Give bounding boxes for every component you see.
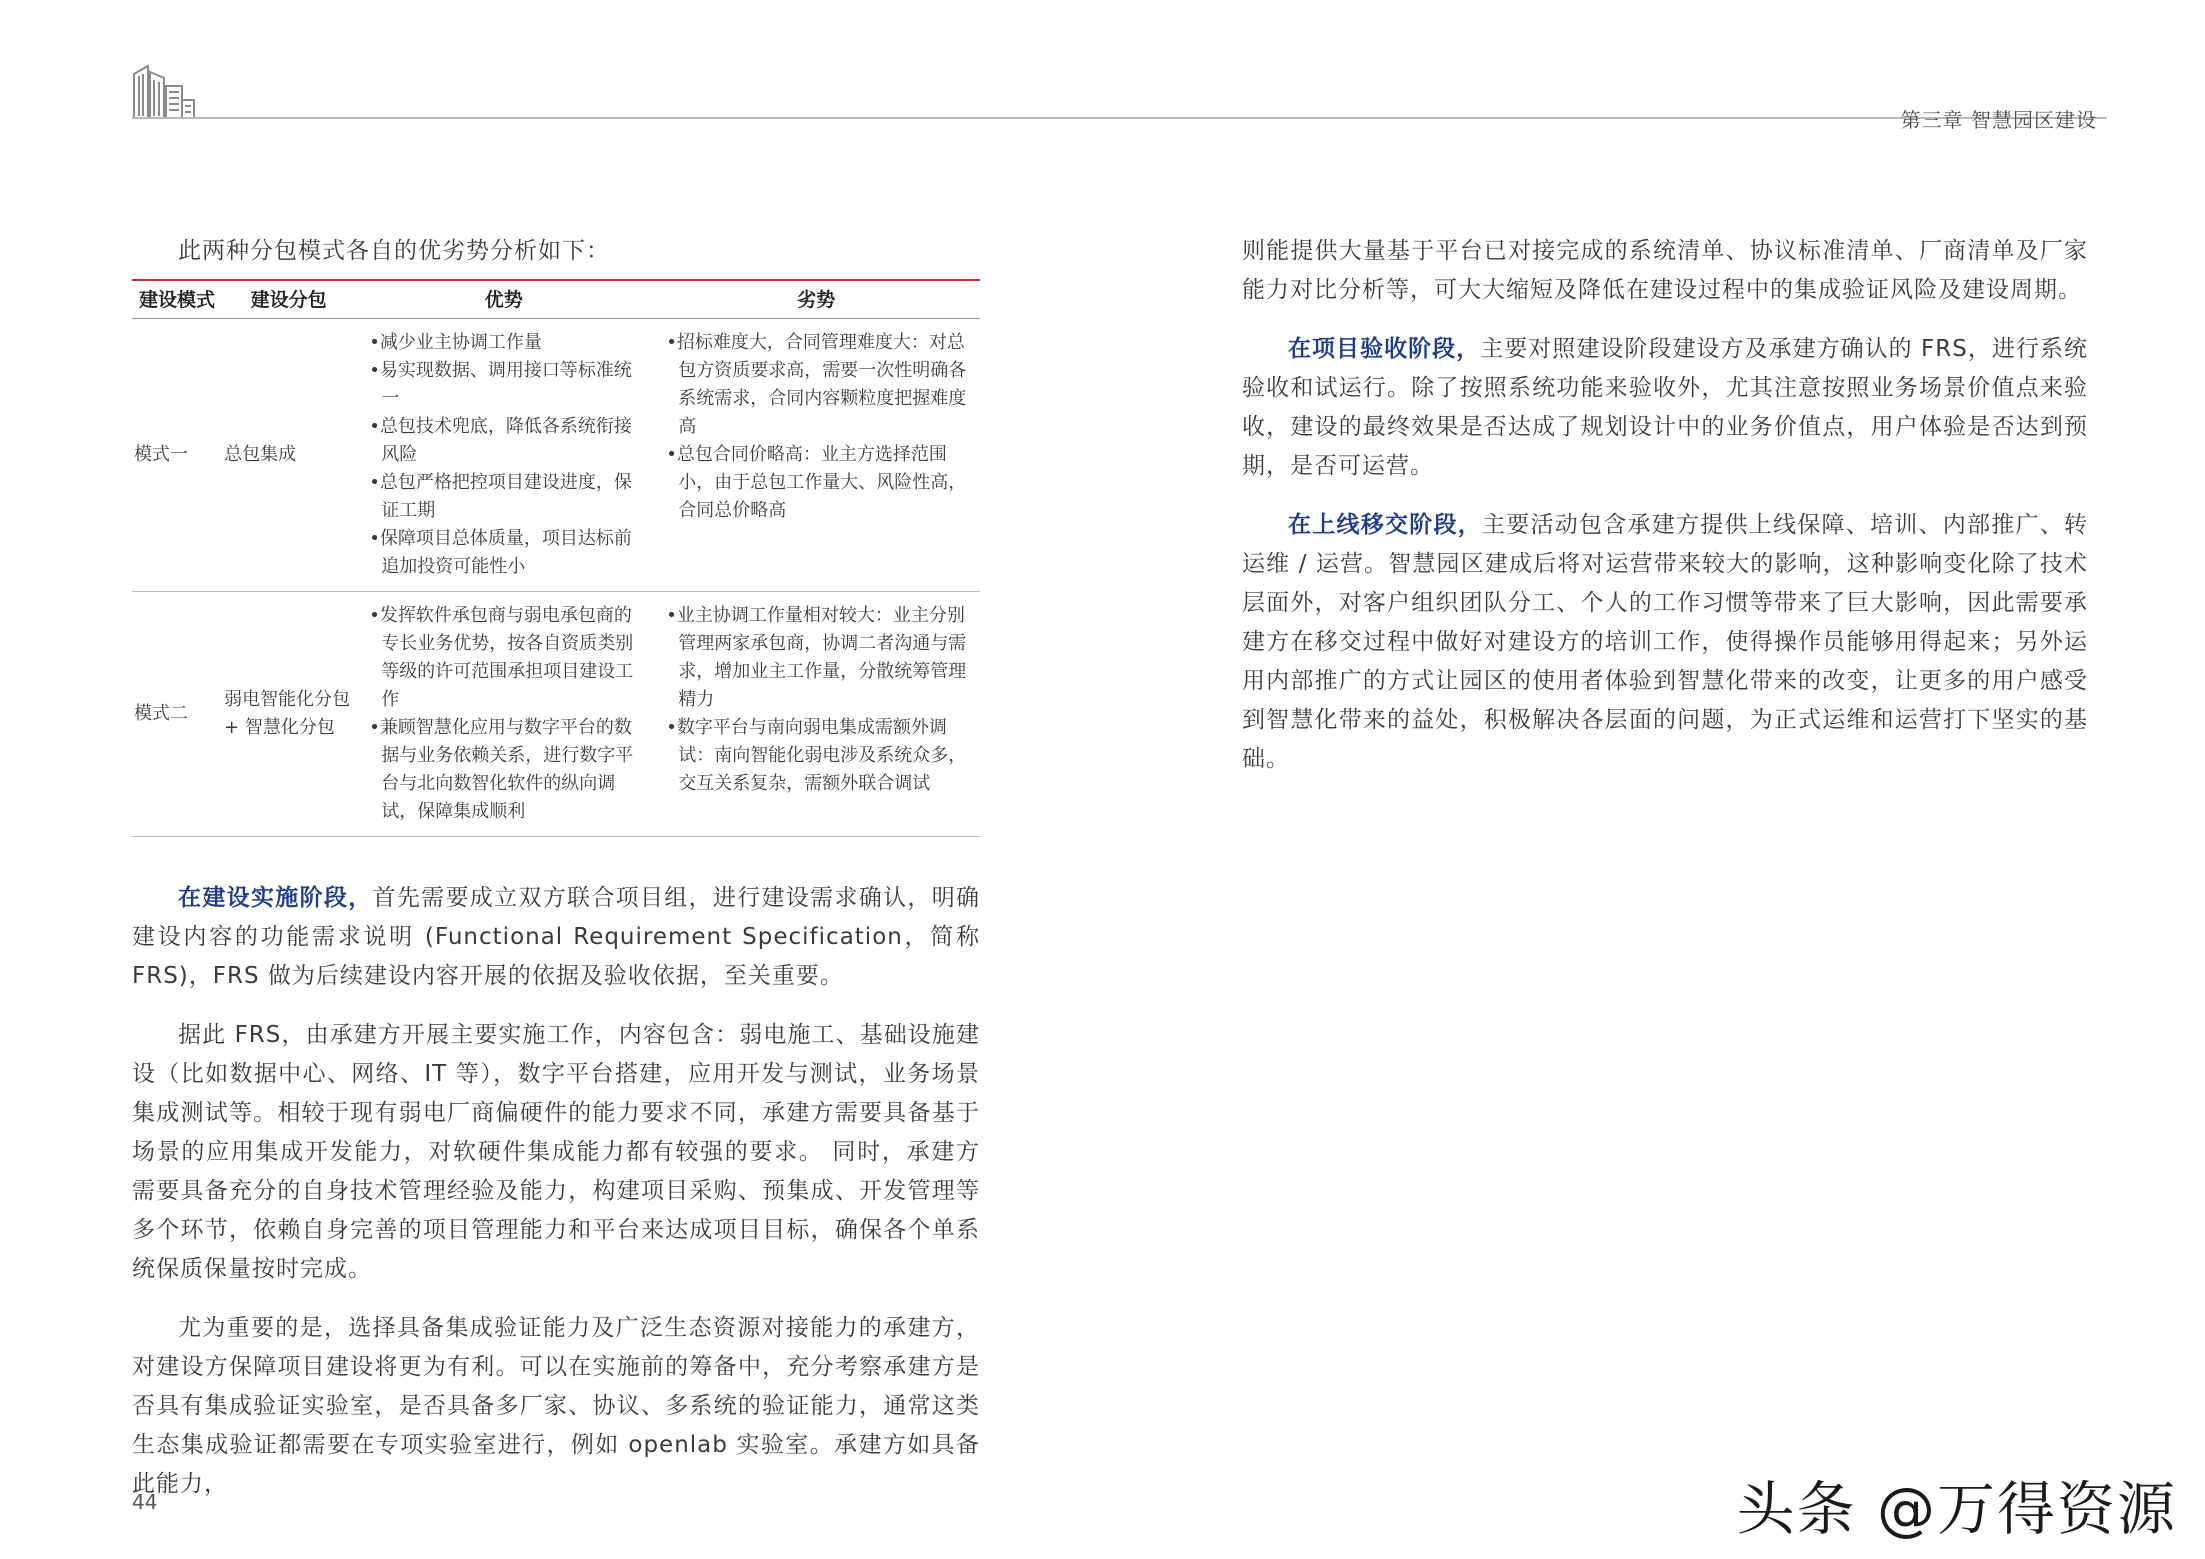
- row-pros: [355, 592, 652, 837]
- paragraph-text: 首先需要成立双方联合项目组，进行建设需求确认，明确建设内容的功能需求说明 (Functional Requirement Specification，简称 FRS)，FRS 做为后续建设内容开展的依据及验收依据，至关重要。: [132, 885, 980, 989]
- pros-item: •保障项目总体质量，项目达标前追加投资可能性小: [369, 528, 632, 577]
- pros-item: •减少业主协调工作量: [369, 332, 542, 353]
- cons-item: •业主协调工作量相对较大：业主分别管理两家承包商，协调二者沟通与需求，增加业主工作量，分散统筹管理精力: [666, 605, 967, 710]
- left-column: [132, 232, 980, 1524]
- header-cons: 劣势: [652, 279, 980, 319]
- paragraph-integration: 尤为重要的是，选择具备集成验证能力及广泛生态资源对接能力的承建方，对建设方保障项目建设将更为有利。可以在实施前的筹备中，充分考察承建方是否具有集成验证实验室，是否具备多厂家、协议、多系统的验证能力，通常这类生态集成验证都需要在专项实验室进行，例如 openlab 实验室。承建方如具备此能力，: [132, 1315, 980, 1497]
- table-header-row: [132, 279, 980, 319]
- paragraph-continued: 则能提供大量基于平台已对接完成的系统清单、协议标准清单、厂商清单及厂家能力对比分析等，可大大缩短及降低在建设过程中的集成验证风险及建设周期。: [1242, 238, 2088, 303]
- paragraph-acceptance: [1242, 330, 2088, 486]
- cons-item: •招标难度大，合同管理难度大：对总包方资质要求高，需要一次性明确各系统需求，合同内容颗粒度把握难度高: [666, 332, 967, 437]
- row-cons: [652, 319, 980, 592]
- table-row: [132, 319, 980, 592]
- building-logo-icon: [132, 62, 196, 120]
- pros-item: •发挥软件承包商与弱电承包商的专长业务优势，按各自资质类别等级的许可范围承担项目建设工作: [369, 605, 634, 710]
- table-row: [132, 592, 980, 837]
- cons-item: •总包合同价略高：业主方选择范围小，由于总包工作量大、风险性高，合同总价略高: [666, 444, 967, 521]
- right-column: [1242, 232, 2088, 799]
- comparison-table: [132, 279, 980, 837]
- table-intro: 此两种分包模式各自的优劣势分析如下：: [178, 238, 610, 264]
- row-subcontract: 弱电智能化分包 + 智慧化分包: [222, 592, 355, 837]
- paragraph-text: 主要活动包含承建方提供上线保障、培训、内部推广、转运维 / 运营。智慧园区建成后将对运营带来较大的影响，这种影响变化除了技术层面外，对客户组织团队分工、个人的工作习惯等带来了巨大影响，因此需要承建方在移交过程中做好对建设方的培训工作，使得操作员能够用得起来；另外运用内部推广的方式让园区的使用者体验到智慧化带来的改变，让更多的用户感受到智慧化带来的益处，积极解决各层面的问题，为正式运维和运营打下坚实的基础。: [1242, 512, 2088, 772]
- row-subcontract: 总包集成: [222, 319, 355, 592]
- row-mode: 模式二: [132, 592, 222, 837]
- header-mode: 建设模式: [132, 279, 222, 319]
- cons-item: •数字平台与南向弱电集成需额外调试：南向智能化弱电涉及系统众多，交互关系复杂，需额外联合调试: [666, 717, 967, 794]
- paragraph-frs-work: 据此 FRS，由承建方开展主要实施工作，内容包含：弱电施工、基础设施建设（比如数据中心、网络、IT 等），数字平台搭建，应用开发与测试，业务场景集成测试等。相较于现有弱电厂商偏硬件的能力要求不同，承建方需要具备基于场景的应用集成开发能力，对软硬件集成能力都有较强的要求。 同时，承建方需要具备充分的自身技术管理经验及能力，构建项目采购、预集成、开发管理等多个环节，依赖自身完善的项目管理能力和平台来达成项目目标，确保各个单系统保质保量按时完成。: [132, 1022, 980, 1282]
- highlight-handover: 在上线移交阶段，: [1288, 512, 1482, 538]
- paragraph-text: 主要对照建设阶段建设方及承建方确认的 FRS，进行系统验收和试运行。除了按照系统功能来验收外，尤其注意按照业务场景价值点来验收，建设的最终效果是否达成了规划设计中的业务价值点，用户体验是否达到预期，是否可运营。: [1242, 336, 2088, 479]
- header-subcontract: 建设分包: [222, 279, 355, 319]
- highlight-acceptance: 在项目验收阶段，: [1288, 336, 1481, 362]
- watermark: 头条 @万得资源: [1736, 1475, 2177, 1543]
- page-number: 44: [132, 1490, 158, 1514]
- row-pros: [355, 319, 652, 592]
- row-cons: [652, 592, 980, 837]
- row-mode: 模式一: [132, 319, 222, 592]
- pros-item: •兼顾智慧化应用与数字平台的数据与业务依赖关系，进行数字平台与北向数智化软件的纵向调试，保障集成顺利: [369, 717, 634, 822]
- pros-item: •总包严格把控项目建设进度，保证工期: [369, 472, 632, 521]
- pros-item: •易实现数据、调用接口等标准统一: [369, 360, 632, 409]
- paragraph-handover: [1242, 506, 2088, 779]
- chapter-title: 第三章 智慧园区建设: [1900, 108, 2097, 132]
- header-pros: 优势: [355, 279, 652, 319]
- pros-item: •总包技术兜底，降低各系统衔接风险: [369, 416, 632, 465]
- header-divider: [132, 117, 2107, 119]
- paragraph-implementation: [132, 879, 980, 996]
- highlight-implementation: 在建设实施阶段，: [178, 885, 373, 911]
